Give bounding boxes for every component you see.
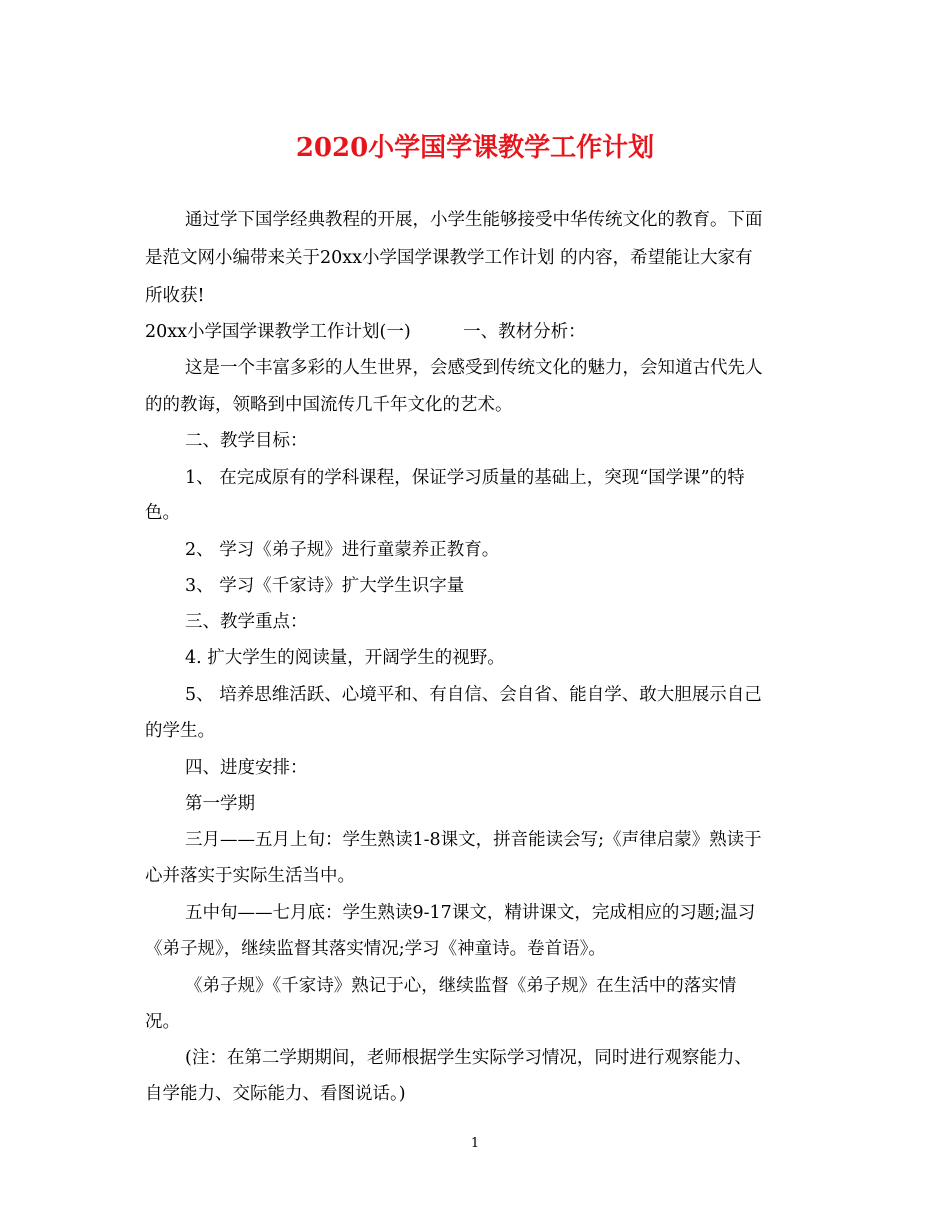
body-line: 《弟子规》《千家诗》熟记于心，继续监督《弟子规》在生活中的落实情	[185, 976, 737, 996]
list-item-continued: 的学生。	[145, 721, 215, 741]
list-item: 5、 培养思维活跃、心境平和、有自信、会自省、能自学、敢大胆展示自己	[185, 685, 762, 705]
body-line: 这是一个丰富多彩的人生世界，会感受到传统文化的魅力，会知道古代先人	[185, 358, 763, 378]
body-line: 《弟子规》，继续监督其落实情况;学习《神童诗。卷首语》。	[145, 939, 606, 959]
list-item: 3、 学习《千家诗》扩大学生识字量	[185, 576, 465, 596]
body-line: 五中旬——七月底：学生熟读9-17课文，精讲课文，完成相应的习题;温习	[185, 903, 756, 923]
body-line: 况。	[145, 1012, 180, 1032]
section-heading: 二、教学目标：	[185, 431, 308, 451]
body-line: 是范文网小编带来关于20xx小学国学课教学工作计划 的内容，希望能让大家有	[145, 248, 753, 268]
body-line: 所收获!	[145, 286, 205, 306]
section-heading: 四、进度安排：	[185, 758, 308, 778]
body-line: 三月——五月上旬：学生熟读1-8课文，拼音能读会写;《声律启蒙》熟读于	[185, 830, 762, 850]
subsection-heading: 第一学期	[185, 794, 255, 814]
list-item: 4. 扩大学生的阅读量，开阔学生的视野。	[185, 648, 505, 668]
body-line: 的的教诲，领略到中国流传几千年文化的艺术。	[145, 395, 513, 415]
section-heading-line: 20xx小学国学课教学工作计划(一) 一、教材分析：	[145, 322, 586, 342]
body-line: 心并落实于实际生活当中。	[145, 866, 355, 886]
list-item: 2、 学习《弟子规》进行童蒙养正教育。	[185, 540, 500, 560]
list-item-continued: 色。	[145, 503, 180, 523]
body-line: 通过学下国学经典教程的开展，小学生能够接受中华传统文化的教育。下面	[185, 210, 763, 230]
document-title: 2020小学国学课教学工作计划	[295, 133, 655, 163]
list-item: 1、 在完成原有的学科课程，保证学习质量的基础上，突现“国学课”的特	[185, 468, 745, 488]
note-line: (注：在第二学期期间，老师根据学生实际学习情况，同时进行观察能力、	[185, 1048, 752, 1068]
page-number: 1	[470, 1136, 480, 1151]
section-heading: 三、教学重点：	[185, 612, 308, 632]
note-line: 自学能力、交际能力、看图说话。)	[145, 1084, 406, 1104]
